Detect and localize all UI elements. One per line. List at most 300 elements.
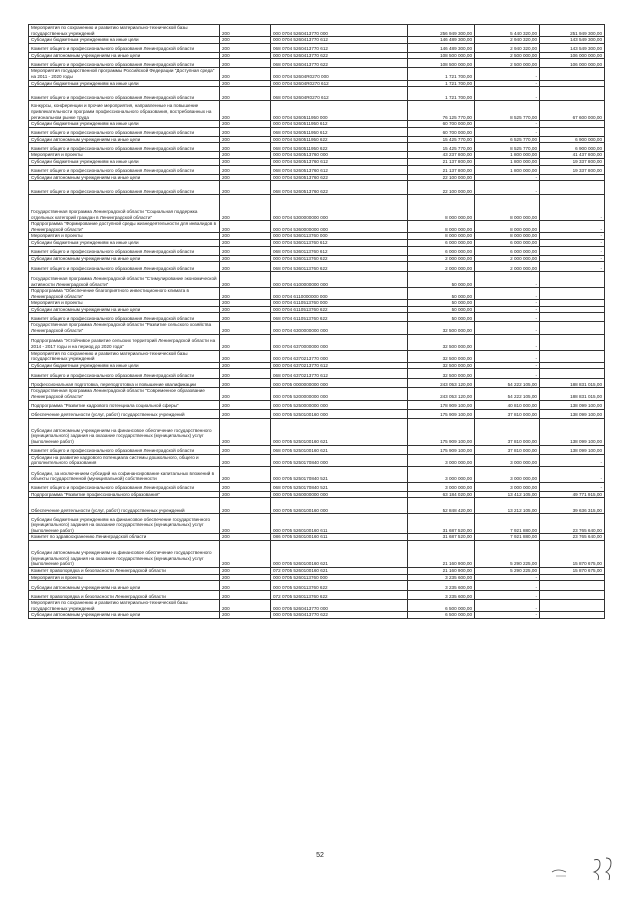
cell-cls: 000 0704 5260511950 622 — [271, 136, 408, 143]
table-row — [29, 362, 605, 369]
cell-code: 200 — [220, 514, 271, 534]
cell-code: 200 — [220, 574, 271, 581]
cell-name: Субсидии бюджетным учреждениям на иные цели — [29, 158, 220, 165]
table-row — [29, 25, 605, 37]
cell-name: Субсидии бюджетным учреждениям на иные цели — [29, 239, 220, 246]
cell-s2: - — [475, 306, 540, 313]
cell-code: 200 — [220, 239, 271, 246]
cell-s2: 2 500 000,00 — [475, 59, 540, 68]
cell-s1: 8 000 000,00 — [408, 233, 475, 240]
cell-s2: 3 000 000,00 — [475, 482, 540, 491]
cell-cls: 000 0704 5260513760 622 — [271, 174, 408, 181]
table-row — [29, 239, 605, 246]
cell-s3 — [540, 591, 605, 600]
cell-code: 200 — [220, 466, 271, 482]
cell-name: Обеспечение деятельности (услуг, работ) государственных учреждений — [29, 409, 220, 418]
cell-name: Субсидии автономным учреждениям на иные цели — [29, 174, 220, 181]
cell-s1: 15 425 770,00 — [408, 143, 475, 152]
cell-cls: 000 0705 5200000000 000 — [271, 388, 408, 400]
cell-cls: 000 0704 6110513760 000 — [271, 300, 408, 307]
cell-cls: 000 0704 5260513760 000 — [271, 152, 408, 159]
cell-s2: 8 000 000,00 — [475, 221, 540, 233]
table-row — [29, 127, 605, 136]
cell-s2: - — [475, 574, 540, 581]
table-row — [29, 121, 605, 128]
cell-name: Субсидии бюджетным учреждениям на иные цели — [29, 121, 220, 128]
cell-s1: 21 137 800,00 — [408, 165, 475, 174]
cell-s1: 50 000,00 — [408, 288, 475, 300]
cell-s3: - — [540, 246, 605, 255]
cell-s1: 32 500 000,00 — [408, 322, 475, 334]
cell-name: Комитет общего и профессионального образования Ленинградской области — [29, 262, 220, 272]
cell-code: 200 — [220, 68, 271, 80]
cell-cls: 086 0705 5260100160 611 — [271, 534, 408, 541]
cell-name: Конкурсы, конференции и прочие мероприятия, направленные на повышение привлекательности программ профессионального образования, востребованных на региональном рынке труда — [29, 101, 220, 121]
cell-cls: 000 0704 5360113760 612 — [271, 239, 408, 246]
cell-s1: 32 500 000,00 — [408, 334, 475, 350]
cell-name: Комитет общего и профессионального образования Ленинградской области — [29, 445, 220, 454]
cell-s3: 188 831 015,00 — [540, 388, 605, 400]
cell-s2: - — [475, 600, 540, 612]
cell-cls: 000 0704 6100000000 000 — [271, 272, 408, 288]
cell-cls: 068 0704 6370213770 612 — [271, 369, 408, 379]
page-number: 52 — [316, 852, 324, 859]
cell-name: Подпрограмма "Устойчивое развитие сельских территорий Ленинградской области на 2014 - 2017 годы и на период до 2020 года" — [29, 334, 220, 350]
table-row — [29, 195, 605, 221]
cell-code: 200 — [220, 454, 271, 466]
cell-cls: 000 0704 5260413770 000 — [271, 25, 408, 37]
cell-name: Комитет правопорядка и безопасности Ленинградской области — [29, 591, 220, 600]
cell-name: Комитет общего и профессионального образования Ленинградской области — [29, 313, 220, 322]
cell-s2: 13 412 105,00 — [475, 491, 540, 498]
cell-s1: 31 687 520,00 — [408, 514, 475, 534]
cell-cls: 000 0705 5250170840 521 — [271, 466, 408, 482]
cell-s1: 21 137 800,00 — [408, 158, 475, 165]
cell-s2: - — [475, 181, 540, 195]
cell-name: Субсидии бюджетным учреждениям на финансовое обеспечение государственного (муниципального) задания на оказание государственных (муниципальных) услуг (выполнение работ) — [29, 514, 220, 534]
cell-code: 200 — [220, 288, 271, 300]
cell-s3: 39 636 315,00 — [540, 498, 605, 514]
cell-cls: 000 0705 5260113760 000 — [271, 574, 408, 581]
cell-code: 200 — [220, 581, 271, 591]
cell-code: 200 — [220, 445, 271, 454]
cell-s1: 22 100 000,00 — [408, 174, 475, 181]
table-row — [29, 600, 605, 612]
cell-s3: 138 099 100,00 — [540, 445, 605, 454]
cell-name: Комитет общего и профессионального образования Ленинградской области — [29, 246, 220, 255]
cell-name: Субсидии бюджетным учреждениям на иные цели — [29, 362, 220, 369]
cell-s2: 6 000 000,00 — [475, 246, 540, 255]
cell-code: 200 — [220, 418, 271, 445]
cell-s1: 2 000 000,00 — [408, 262, 475, 272]
cell-s2: 8 000 000,00 — [475, 233, 540, 240]
cell-code: 200 — [220, 600, 271, 612]
cell-code: 200 — [220, 306, 271, 313]
cell-s3: 6 900 000,00 — [540, 143, 605, 152]
cell-code: 200 — [220, 272, 271, 288]
table-row — [29, 388, 605, 400]
cell-s2: - — [475, 612, 540, 619]
cell-name: Комитет правопорядка и безопасности Ленинградской области — [29, 568, 220, 575]
cell-cls: 068 0704 5260413770 612 — [271, 43, 408, 52]
cell-s1: 52 848 420,00 — [408, 498, 475, 514]
cell-s3 — [540, 322, 605, 334]
cell-s3 — [540, 581, 605, 591]
cell-s3: 19 337 800,00 — [540, 165, 605, 174]
cell-s3: 106 000 000,00 — [540, 52, 605, 59]
cell-s2: - — [475, 591, 540, 600]
cell-s2: 13 212 105,00 — [475, 498, 540, 514]
cell-name: Государственная программа Ленинградской области "Развитие сельского хозяйства Ленинградской области" — [29, 322, 220, 334]
cell-name: Субсидии автономным учреждениям на финансовое обеспечение государственного (муниципального) задания на оказание государственных (муниципальных) услуг (выполнение работ) — [29, 541, 220, 568]
cell-s1: 50 000,00 — [408, 313, 475, 322]
cell-s1: 22 100 000,00 — [408, 181, 475, 195]
cell-s3 — [540, 121, 605, 128]
cell-code: 200 — [220, 534, 271, 541]
cell-name: Субсидии автономным учреждениям на иные цели — [29, 306, 220, 313]
cell-s2: 3 000 000,00 — [475, 454, 540, 466]
table-row — [29, 454, 605, 466]
cell-s2: 5 440 320,00 — [475, 25, 540, 37]
cell-name: Субсидии автономным учреждениям на иные цели — [29, 612, 220, 619]
cell-code: 200 — [220, 43, 271, 52]
cell-s2: - — [475, 350, 540, 362]
cell-s2: - — [475, 334, 540, 350]
handwritten-mark — [548, 850, 620, 882]
cell-s1: 6 000 000,00 — [408, 239, 475, 246]
cell-cls: 068 0704 6110513760 622 — [271, 313, 408, 322]
cell-name: Комитет по здравоохранению Ленинградской области — [29, 534, 220, 541]
cell-s2: 7 921 880,00 — [475, 514, 540, 534]
cell-s2: - — [475, 174, 540, 181]
cell-cls: 000 0705 5260113760 622 — [271, 581, 408, 591]
cell-code: 200 — [220, 127, 271, 136]
table-row — [29, 591, 605, 600]
cell-name: Государственная программа Ленинградской области "Современное образование Ленинградской области" — [29, 388, 220, 400]
cell-cls: 000 0704 6370000000 000 — [271, 334, 408, 350]
cell-s3 — [540, 68, 605, 80]
cell-s1: 146 489 300,00 — [408, 43, 475, 52]
cell-s3: 41 437 800,00 — [540, 152, 605, 159]
cell-cls: 068 0704 5260413770 622 — [271, 59, 408, 68]
cell-s1: 21 160 900,00 — [408, 541, 475, 568]
cell-name: Мероприятия и проекты — [29, 300, 220, 307]
cell-s3: 143 549 300,00 — [540, 43, 605, 52]
cell-s3 — [540, 127, 605, 136]
cell-s1: 6 000 000,00 — [408, 246, 475, 255]
cell-s2: - — [475, 272, 540, 288]
budget-table-body — [29, 25, 605, 619]
cell-code: 200 — [220, 80, 271, 87]
cell-cls: 000 0705 5260100160 611 — [271, 514, 408, 534]
cell-s2: - — [475, 322, 540, 334]
cell-s3: 15 870 675,00 — [540, 568, 605, 575]
cell-s3: 49 771 915,00 — [540, 491, 605, 498]
cell-s2: - — [475, 369, 540, 379]
cell-code: 200 — [220, 181, 271, 195]
table-row — [29, 221, 605, 233]
cell-s3: - — [540, 454, 605, 466]
cell-name: Субсидии автономным учреждениям на иные цели — [29, 136, 220, 143]
cell-name: Мероприятия и проекты — [29, 233, 220, 240]
cell-s3: - — [540, 195, 605, 221]
table-row — [29, 262, 605, 272]
cell-code: 200 — [220, 136, 271, 143]
cell-s2: - — [475, 121, 540, 128]
cell-s1: 256 949 300,00 — [408, 25, 475, 37]
cell-s3: 23 765 640,00 — [540, 514, 605, 534]
table-row — [29, 272, 605, 288]
cell-s1: 3 000 000,00 — [408, 466, 475, 482]
cell-s3: 67 600 000,00 — [540, 101, 605, 121]
cell-s2: 2 940 320,00 — [475, 37, 540, 44]
table-row — [29, 233, 605, 240]
cell-code: 200 — [220, 152, 271, 159]
table-row — [29, 306, 605, 313]
table-row — [29, 174, 605, 181]
cell-cls: 000 0704 6370213770 612 — [271, 362, 408, 369]
cell-code: 200 — [220, 362, 271, 369]
cell-name: Мероприятия по сохранению и развитию материально-технической базы государственных учреждений — [29, 350, 220, 362]
cell-s2: 54 222 105,00 — [475, 388, 540, 400]
table-row — [29, 418, 605, 445]
cell-s2: 2 000 000,00 — [475, 262, 540, 272]
cell-cls: 000 0704 5360113760 000 — [271, 233, 408, 240]
cell-cls: 000 0704 5360113760 622 — [271, 255, 408, 262]
table-row — [29, 152, 605, 159]
cell-s3: 138 099 100,00 — [540, 400, 605, 409]
cell-s1: 175 909 100,00 — [408, 418, 475, 445]
cell-s1: 3 000 000,00 — [408, 482, 475, 491]
cell-name: Субсидии бюджетным учреждениям на иные цели — [29, 80, 220, 87]
cell-s2: - — [475, 80, 540, 87]
cell-s1: 6 500 000,00 — [408, 600, 475, 612]
cell-name: Профессиональная подготовка, переподготовка и повышение квалификации — [29, 379, 220, 388]
cell-s1: 1 721 700,00 — [408, 68, 475, 80]
table-row — [29, 246, 605, 255]
cell-s1: 175 909 100,00 — [408, 445, 475, 454]
cell-cls: 000 0705 5260100160 621 — [271, 541, 408, 568]
cell-s1: 8 000 000,00 — [408, 195, 475, 221]
cell-s3: - — [540, 482, 605, 491]
budget-table — [28, 24, 605, 619]
cell-cls: 000 0704 6300000000 000 — [271, 322, 408, 334]
cell-name: Мероприятия и проекты — [29, 574, 220, 581]
cell-name: Субсидии автономным учреждениям на иные цели — [29, 52, 220, 59]
cell-s1: 50 000,00 — [408, 306, 475, 313]
cell-cls: 068 0704 5260513760 612 — [271, 165, 408, 174]
cell-s1: 21 160 900,00 — [408, 568, 475, 575]
cell-s2: 7 921 880,00 — [475, 534, 540, 541]
table-row — [29, 68, 605, 80]
cell-s1: 3 235 600,00 — [408, 581, 475, 591]
cell-s2: 8 000 000,00 — [475, 195, 540, 221]
table-row — [29, 445, 605, 454]
cell-name: Мероприятия по сохранению и развитию материально-технической базы государственных учреждений — [29, 600, 220, 612]
cell-s3: - — [540, 233, 605, 240]
cell-name: Комитет общего и профессионального образования Ленинградской области — [29, 369, 220, 379]
cell-s3 — [540, 87, 605, 101]
table-row — [29, 300, 605, 307]
cell-code: 200 — [220, 195, 271, 221]
cell-cls: 000 0705 5260000000 000 — [271, 491, 408, 498]
table-row — [29, 409, 605, 418]
cell-code: 200 — [220, 52, 271, 59]
cell-code: 200 — [220, 37, 271, 44]
cell-cls: 000 0705 0000000000 000 — [271, 379, 408, 388]
cell-name: Субсидии автономным учреждениям на иные цели — [29, 255, 220, 262]
table-row — [29, 482, 605, 491]
cell-code: 200 — [220, 313, 271, 322]
cell-code: 200 — [220, 158, 271, 165]
cell-s2: 2 500 000,00 — [475, 52, 540, 59]
table-row — [29, 534, 605, 541]
cell-name: Комитет общего и профессионального образования Ленинградской области — [29, 127, 220, 136]
cell-s1: 60 700 000,00 — [408, 121, 475, 128]
cell-s3: - — [540, 255, 605, 262]
cell-s3 — [540, 272, 605, 288]
table-row — [29, 59, 605, 68]
table-row — [29, 181, 605, 195]
cell-s3: 143 549 300,00 — [540, 37, 605, 44]
cell-s3 — [540, 612, 605, 619]
cell-s3: 23 765 640,00 — [540, 534, 605, 541]
cell-s3: - — [540, 221, 605, 233]
cell-s1: 6 500 000,00 — [408, 612, 475, 619]
cell-cls: 068 0705 5250100160 621 — [271, 445, 408, 454]
table-row — [29, 288, 605, 300]
cell-s2: - — [475, 87, 540, 101]
cell-s1: 32 500 000,00 — [408, 369, 475, 379]
table-row — [29, 400, 605, 409]
cell-cls: 000 0704 5260413770 612 — [271, 37, 408, 44]
table-row — [29, 143, 605, 152]
cell-code: 200 — [220, 491, 271, 498]
cell-s3 — [540, 300, 605, 307]
cell-name: Государственная программа Ленинградской области "Стимулирование экономической активности Ленинградской области" — [29, 272, 220, 288]
table-row — [29, 255, 605, 262]
cell-cls: 000 0705 5260413770 000 — [271, 600, 408, 612]
cell-s3: - — [540, 262, 605, 272]
cell-cls: 000 0704 6110513760 622 — [271, 306, 408, 313]
cell-code: 200 — [220, 87, 271, 101]
cell-cls: 068 0704 5260511950 622 — [271, 143, 408, 152]
cell-code: 200 — [220, 350, 271, 362]
table-row — [29, 101, 605, 121]
cell-s1: 1 721 700,00 — [408, 80, 475, 87]
cell-s3: - — [540, 239, 605, 246]
cell-s2: 37 810 000,00 — [475, 418, 540, 445]
table-row — [29, 541, 605, 568]
table-row — [29, 369, 605, 379]
cell-s2: 2 940 320,00 — [475, 43, 540, 52]
cell-cls: 000 0704 5360000000 000 — [271, 221, 408, 233]
cell-s1: 8 000 000,00 — [408, 221, 475, 233]
cell-s2: 6 000 000,00 — [475, 239, 540, 246]
cell-code: 200 — [220, 300, 271, 307]
cell-name: Подпрограмма "Обеспечение благоприятного инвестиционного климата в Ленинградской области" — [29, 288, 220, 300]
table-row — [29, 37, 605, 44]
table-row — [29, 350, 605, 362]
table-row — [29, 322, 605, 334]
cell-s1: 60 700 000,00 — [408, 127, 475, 136]
cell-s2: 1 800 000,00 — [475, 152, 540, 159]
cell-s1: 146 489 300,00 — [408, 37, 475, 44]
table-row — [29, 158, 605, 165]
cell-s1: 32 500 000,00 — [408, 350, 475, 362]
cell-cls: 000 0704 5260513760 612 — [271, 158, 408, 165]
cell-s2: 54 222 105,00 — [475, 379, 540, 388]
cell-code: 200 — [220, 25, 271, 37]
cell-s2: 2 000 000,00 — [475, 255, 540, 262]
cell-s1: 15 425 770,00 — [408, 136, 475, 143]
cell-s1: 108 500 000,00 — [408, 59, 475, 68]
cell-s3 — [540, 600, 605, 612]
cell-code: 200 — [220, 101, 271, 121]
cell-s3 — [540, 306, 605, 313]
table-row — [29, 498, 605, 514]
table-row — [29, 80, 605, 87]
cell-name: Субсидии автономным учреждениям на финансовое обеспечение государственного (муниципального) задания на оказание государственных (муниципальных) услуг (выполнение работ) — [29, 418, 220, 445]
cell-code: 200 — [220, 143, 271, 152]
cell-s1: 243 053 120,00 — [408, 388, 475, 400]
cell-name: Подпрограмма "Формирование доступной среды жизнедеятельности для инвалидов в Ленинградской области" — [29, 221, 220, 233]
cell-cls: 000 0704 5260511950 612 — [271, 121, 408, 128]
table-row — [29, 574, 605, 581]
cell-s1: 108 500 000,00 — [408, 52, 475, 59]
table-row — [29, 43, 605, 52]
cell-s3: 19 337 800,00 — [540, 158, 605, 165]
cell-code: 200 — [220, 379, 271, 388]
cell-s2: 40 810 000,00 — [475, 400, 540, 409]
cell-name: Подпрограмма "Развитие профессионального образования" — [29, 491, 220, 498]
cell-name: Комитет общего и профессионального образования Ленинградской области — [29, 165, 220, 174]
cell-s2: - — [475, 362, 540, 369]
cell-s1: 32 500 000,00 — [408, 362, 475, 369]
cell-code: 200 — [220, 388, 271, 400]
cell-s1: 175 909 100,00 — [408, 409, 475, 418]
cell-cls: 000 0704 6370213770 000 — [271, 350, 408, 362]
cell-cls: 000 0704 5300000000 000 — [271, 195, 408, 221]
cell-cls: 000 0704 5260413770 622 — [271, 52, 408, 59]
cell-cls: 072 0705 5260100160 621 — [271, 568, 408, 575]
cell-code: 200 — [220, 612, 271, 619]
cell-s3 — [540, 574, 605, 581]
cell-s2: 1 800 000,00 — [475, 158, 540, 165]
cell-s2: 37 810 000,00 — [475, 409, 540, 418]
cell-s1: 63 184 020,00 — [408, 491, 475, 498]
cell-s2: 8 525 770,00 — [475, 143, 540, 152]
cell-s2: 6 525 770,00 — [475, 136, 540, 143]
cell-s3 — [540, 313, 605, 322]
cell-name: Обеспечение деятельности (услуг, работ) государственных учреждений — [29, 498, 220, 514]
cell-code: 200 — [220, 59, 271, 68]
cell-cls: 000 0704 52604R0270 612 — [271, 80, 408, 87]
table-row — [29, 165, 605, 174]
cell-s2: 5 290 225,00 — [475, 541, 540, 568]
cell-s2: - — [475, 581, 540, 591]
cell-s3 — [540, 288, 605, 300]
cell-s2: 37 810 000,00 — [475, 445, 540, 454]
cell-s1: 31 687 520,00 — [408, 534, 475, 541]
cell-name: Комитет общего и профессионального образования Ленинградской области — [29, 87, 220, 101]
cell-s2: - — [475, 68, 540, 80]
cell-name: Подпрограмма "Развитие кадрового потенциала социальной сферы" — [29, 400, 220, 409]
cell-code: 200 — [220, 541, 271, 568]
table-row — [29, 466, 605, 482]
cell-s3: 188 831 015,00 — [540, 379, 605, 388]
cell-s2: 1 800 000,00 — [475, 165, 540, 174]
